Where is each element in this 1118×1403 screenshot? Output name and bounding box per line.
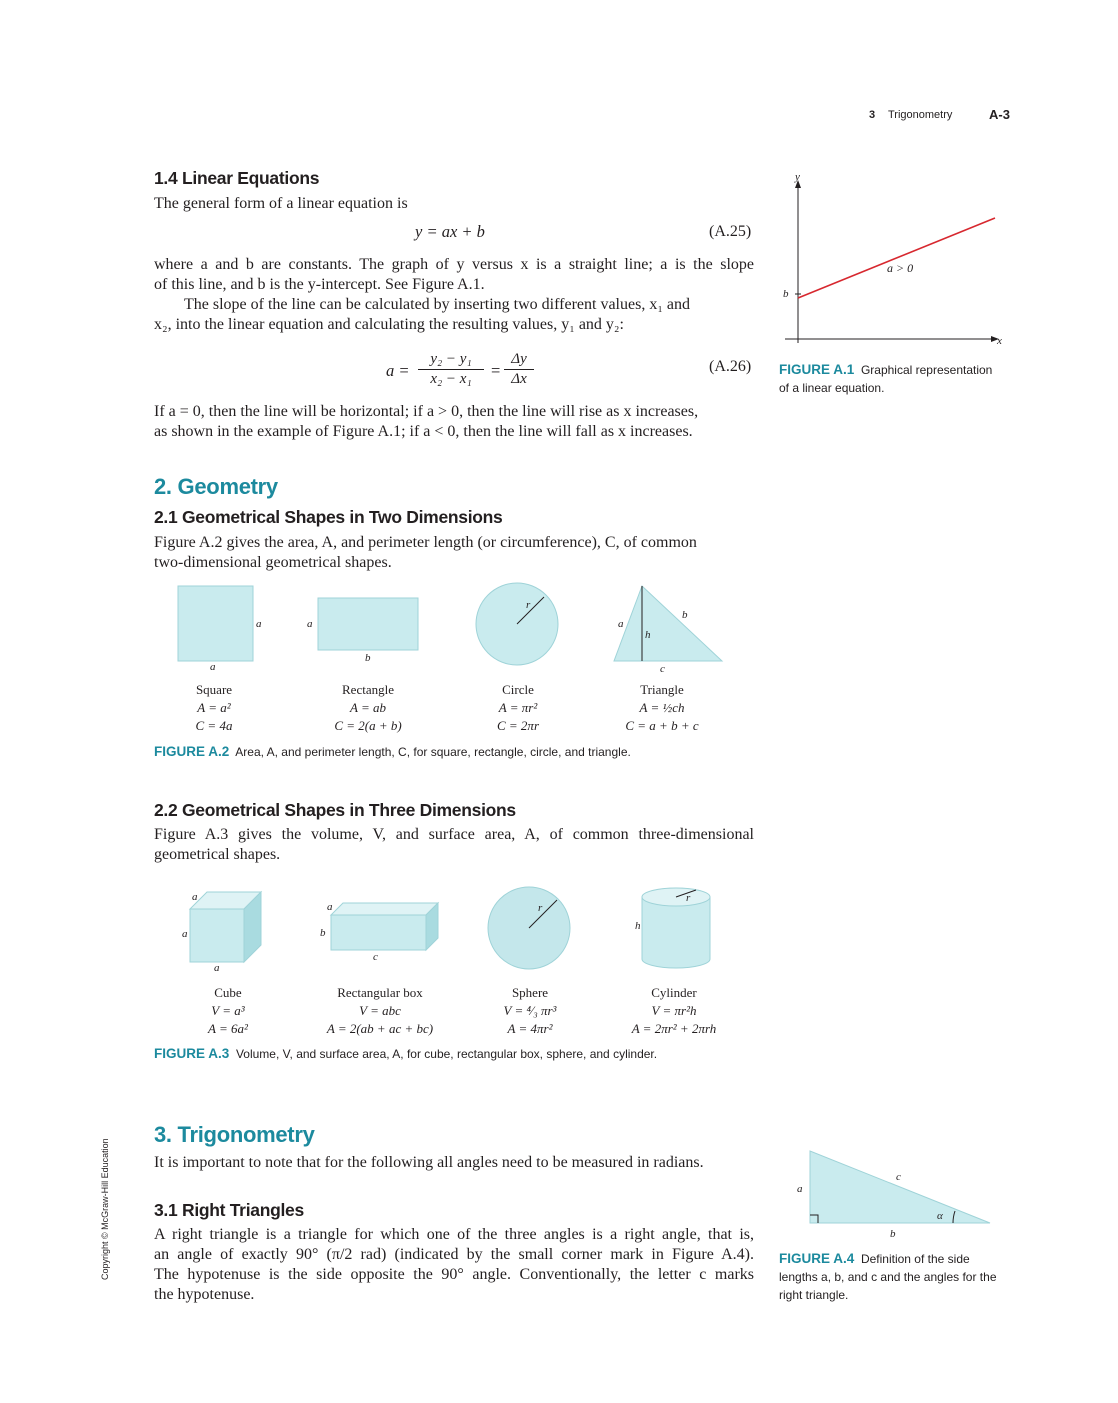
geometry-2d-paragraph: [154, 533, 754, 573]
cube-width-label: a: [214, 962, 220, 974]
linear-function-line: [798, 218, 995, 298]
shape-name: Sphere: [511, 985, 549, 1000]
text-line: The slope of the line can be calculated by inserting two different values, x₁ and: [184, 296, 690, 313]
volume-formula: V = ⁴⁄₃ πr³: [503, 1003, 557, 1018]
figure-label: FIGURE A.3: [154, 1046, 230, 1061]
cube-front-face: [190, 909, 244, 962]
eq-lhs: a =: [386, 361, 410, 380]
area-formula: A = ½ch: [639, 700, 685, 715]
figure-a2-shapes: [154, 580, 754, 680]
b-intercept-label: b: [783, 288, 789, 300]
volume-formula: V = a³: [211, 1003, 245, 1018]
equation-a26-number: (A.26): [709, 358, 752, 375]
surface-formula: A = 2(ab + ac + bc): [326, 1021, 434, 1036]
section-1-4-title: 1.4 Linear Equations: [154, 168, 320, 188]
text-line: Figure A.3 gives the volume, V, and surface area, A, of common three-dimensional: [154, 826, 754, 843]
caption-text: Definition of the side: [860, 1252, 970, 1266]
shape-name: Square: [195, 682, 233, 697]
surface-formula: A = 2πr² + 2πrh: [631, 1021, 717, 1036]
text-line: as shown in the example of Figure A.1; if a < 0, then the line will fall as x increases.: [154, 423, 693, 440]
box-a-label: a: [327, 901, 333, 913]
angle-alpha-label: α: [937, 1210, 943, 1222]
volume-formula: V = abc: [359, 1003, 401, 1018]
box-b-label: b: [320, 927, 326, 939]
x-axis-label: x: [997, 335, 1002, 347]
rectangle-width-label: b: [365, 652, 371, 664]
triangle-side-a-label: a: [618, 618, 624, 630]
rectangle-height-label: a: [307, 618, 313, 630]
area-formula: A = a²: [197, 700, 231, 715]
figure-label: FIGURE A.1: [779, 362, 855, 377]
shape-name: Circle: [502, 682, 534, 697]
denominator: x₂ − x₁: [430, 371, 472, 387]
numerator: Δy: [511, 351, 527, 367]
volume-formula: V = πr²h: [651, 1003, 697, 1018]
caption-text: lengths a, b, and c and the angles for the: [779, 1270, 997, 1284]
section-2-1-title: 2.1 Geometrical Shapes in Two Dimensions: [154, 507, 503, 527]
sphere-radius-label: r: [538, 902, 543, 914]
linear-paragraph-2: [154, 295, 754, 335]
area-formula: A = πr²: [498, 700, 538, 715]
page-number: A-3: [989, 107, 1010, 122]
box-formulas: [310, 984, 450, 1038]
slope-label: a > 0: [887, 261, 914, 275]
chapter-title: Trigonometry: [887, 109, 953, 121]
text-line: Figure A.2 gives the area, A, and perimeter length (or circumference), C, of common: [154, 534, 697, 551]
text-line: of this line, and b is the y-intercept. See Figure A.1.: [154, 276, 485, 293]
cylinder-radius-label: r: [686, 892, 691, 904]
caption-text: Volume, V, and surface area, A, for cube, rectangular box, sphere, and cylinder.: [235, 1047, 658, 1061]
figure-a4-triangle: [790, 1145, 1005, 1245]
perimeter-formula: C = 4a: [195, 718, 233, 733]
cylinder-height-label: h: [635, 920, 641, 932]
shape-name: Cube: [214, 985, 242, 1000]
fraction-2: [504, 350, 534, 389]
triangle-base-label: c: [660, 663, 665, 675]
linear-intro: The general form of a linear equation is: [154, 195, 408, 212]
rectangle-formulas: [318, 681, 418, 735]
shape-name: Triangle: [640, 682, 684, 697]
perimeter-formula: C = 2(a + b): [334, 718, 402, 733]
text-line: two-dimensional geometrical shapes.: [154, 554, 392, 571]
triangle-side-b-label: b: [682, 609, 688, 621]
caption-text: right triangle.: [779, 1288, 849, 1302]
section-3-title: 3. Trigonometry: [154, 1122, 315, 1147]
right-triangle-paragraph: [154, 1225, 754, 1305]
geometry-3d-paragraph: [154, 825, 754, 865]
cube-formulas: [178, 984, 278, 1038]
text-line: x₂, into the linear equation and calculating the resulting values, y₁ and y₂:: [154, 316, 624, 333]
shape-name: Rectangular box: [337, 985, 423, 1000]
side-c-label: c: [896, 1171, 901, 1183]
equation-a25-number: (A.25): [709, 223, 752, 240]
sphere-formulas: [480, 984, 580, 1038]
text-line: the hypotenuse.: [154, 1286, 255, 1303]
caption-text: of a linear equation.: [779, 381, 885, 395]
circle-radius-label: r: [526, 599, 531, 611]
text-line: where a and b are constants. The graph of y versus x is a straight line; a is the slope: [154, 256, 754, 273]
side-a-label: a: [797, 1183, 803, 1195]
cube-height-label: a: [182, 928, 188, 940]
area-formula: A = ab: [350, 700, 386, 715]
caption-text: Area, A, and perimeter length, C, for square, rectangle, circle, and triangle.: [235, 745, 631, 759]
chapter-number: 3: [869, 109, 876, 121]
text-line: If a = 0, then the line will be horizontal; if a > 0, then the line will rise as x increases,: [154, 403, 699, 420]
perimeter-formula: C = 2πr: [496, 718, 539, 733]
square-side-label: a: [256, 618, 262, 630]
trig-intro: It is important to note that for the following all angles need to be measured in radians.: [154, 1154, 704, 1171]
box-front-face: [331, 915, 426, 950]
eq-equals: =: [491, 361, 501, 380]
box-c-label: c: [373, 951, 378, 963]
section-3-1-title: 3.1 Right Triangles: [154, 1200, 304, 1220]
denominator: Δx: [511, 371, 527, 387]
square-base-label: a: [210, 661, 216, 673]
text-line: A right triangle is a triangle for which one of the three angles is a right angle, that is,: [154, 1226, 754, 1243]
figure-a3-caption: [154, 1045, 657, 1063]
text-line: The hypotenuse is the side opposite the 90° angle. Conventionally, the letter c marks: [154, 1266, 754, 1283]
section-2-title: 2. Geometry: [154, 474, 278, 499]
equation-a25: y = ax + b: [415, 222, 485, 241]
perimeter-formula: C = a + b + c: [625, 718, 699, 733]
triangle-formulas: [606, 681, 718, 735]
circle-formulas: [468, 681, 568, 735]
triangle-shape: [614, 586, 722, 661]
figure-a1-graph: [775, 168, 1010, 353]
square-shape: [178, 586, 253, 661]
copyright-notice: Copyright © McGraw-Hill Education: [100, 1138, 110, 1280]
square-formulas: [164, 681, 264, 735]
figure-a2-caption: [154, 743, 631, 761]
shape-name: Cylinder: [651, 985, 697, 1000]
caption-text: Graphical representation: [860, 363, 993, 377]
cylinder-formulas: [612, 984, 736, 1038]
figure-label: FIGURE A.2: [154, 744, 230, 759]
text-line: geometrical shapes.: [154, 846, 281, 863]
surface-formula: A = 6a²: [208, 1021, 248, 1036]
cylinder-body: [642, 897, 710, 968]
figure-a1-caption: [779, 361, 1009, 397]
figure-a3-shapes: [154, 880, 754, 980]
linear-paragraph-1: [154, 255, 754, 295]
fraction-1: [416, 350, 486, 389]
text-line: an angle of exactly 90° (π/2 rad) (indicated by the small corner mark in Figure A.4).: [154, 1246, 754, 1263]
section-2-2-title: 2.2 Geometrical Shapes in Three Dimensions: [154, 800, 516, 820]
y-axis-label: y: [795, 171, 800, 183]
figure-label: FIGURE A.4: [779, 1251, 855, 1266]
side-b-label: b: [890, 1228, 896, 1240]
cube-depth-label: a: [192, 891, 198, 903]
figure-a4-caption: [779, 1250, 1009, 1304]
numerator: y₂ − y₁: [430, 351, 472, 367]
rectangle-shape: [318, 598, 418, 650]
right-triangle-shape: [810, 1151, 990, 1223]
triangle-height-label: h: [645, 629, 651, 641]
running-header: [869, 109, 952, 121]
surface-formula: A = 4πr²: [507, 1021, 553, 1036]
linear-paragraph-3: [154, 402, 754, 442]
shape-name: Rectangle: [342, 682, 394, 697]
equation-a26: [386, 350, 536, 394]
box-top-face: [331, 903, 438, 915]
